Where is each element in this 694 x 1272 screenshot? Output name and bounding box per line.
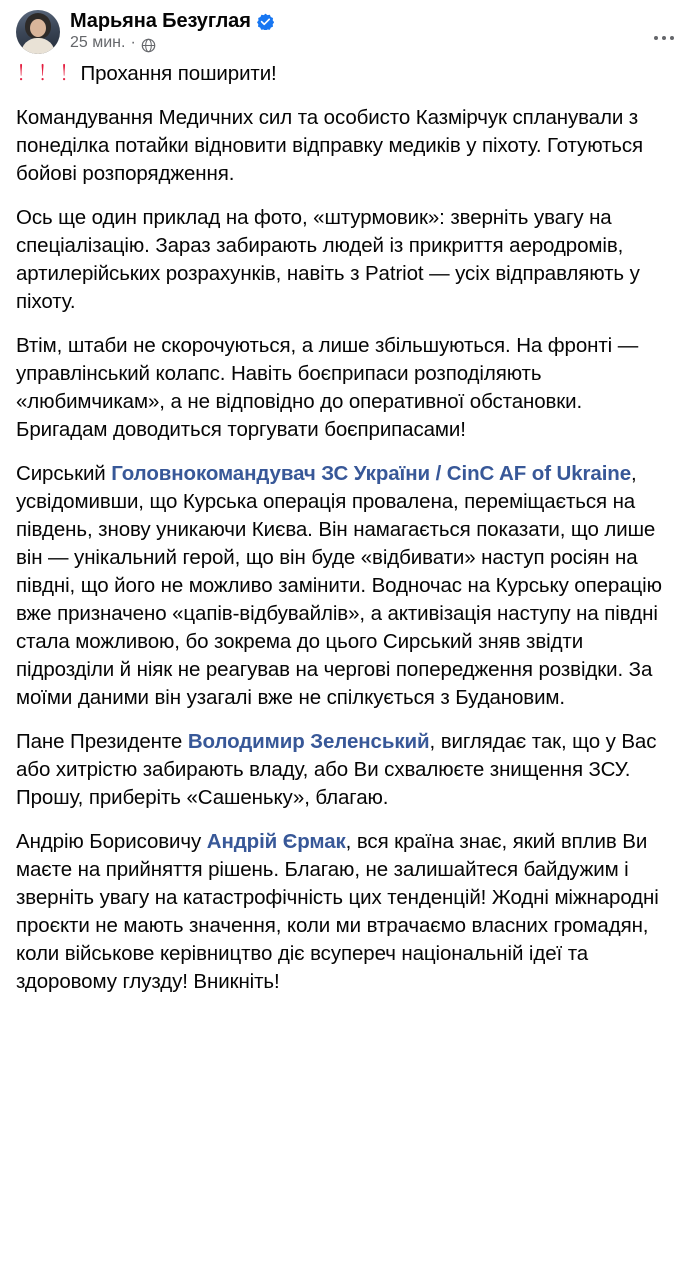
more-dot <box>662 36 666 40</box>
mention-andrii-yermak[interactable]: Андрій Єрмак <box>206 830 346 853</box>
globe-icon[interactable] <box>141 38 156 53</box>
paragraph-7-suffix: , вся країна знає, який вплив Ви маєте на прийняття рішень. Благаю, не залишайтеся байдужим і зверніть увагу на катастрофічність цих тенденцій! Жодні міжнародні проєкти не мають значення, коли ми втрачаємо власних громадян, коли військове керівництво діє всупереч національній ідеї та здоровому глузду! Вникніть! <box>16 830 659 993</box>
post-paragraph-5 <box>16 460 678 712</box>
post-paragraph-1-text: Прохання поширити! <box>80 62 277 85</box>
author-name[interactable]: Марьяна Безуглая <box>70 10 251 32</box>
post-content <box>16 60 678 996</box>
post-timestamp[interactable]: 25 мин. <box>70 34 126 51</box>
paragraph-6-suffix: , виглядає так, що у Вас або хитрістю забирають владу, або Ви схвалюєте знищення ЗСУ. Прошу, приберіть «Сашеньку», благаю. <box>16 730 657 809</box>
post-paragraph-4: Втім, штаби не скорочуються, а лише збільшуються. На фронті — управлінський колапс. Навіть боєприпаси розподіляють «любимчикам», а не відповідно до оперативної обстановки. Бригадам доводиться торгувати боєприпасами! <box>16 334 639 441</box>
paragraph-7-prefix: Андрію Борисовичу <box>16 830 207 853</box>
more-dot <box>654 36 658 40</box>
more-options-icon[interactable] <box>648 22 680 54</box>
post-paragraph-3: Ось ще один приклад на фото, «штурмовик»: зверніть увагу на спеціалізацію. Зараз забирають людей із прикриття аеродромів, артилерійських розрахунків, навіть з Patriot — усіх відправляють у піхоту. <box>16 206 640 313</box>
post-meta <box>70 34 678 52</box>
meta-separator: · <box>130 34 136 51</box>
avatar-face-shape <box>30 19 46 37</box>
avatar[interactable] <box>16 10 60 54</box>
mention-volodymyr-zelenskyy[interactable]: Володимир Зеленський <box>187 730 430 753</box>
alert-bangs: ！！！ <box>16 62 81 85</box>
post-paragraph-1 <box>16 60 678 88</box>
paragraph-6-prefix: Пане Президенте <box>16 730 188 753</box>
more-dot <box>670 36 674 40</box>
paragraph-5-suffix: , усвідомивши, що Курська операція провалена, переміщається на південь, знову уникаючи Києва. Він намагається показати, що лише він — унікальний герой, що він буде «відбивати» наступ росіян на півдні, що його не можливо замінити. Водночас на Курську операцію вже призначено «цапів-відбувайлів», а активізація наступу на півдні стала можливою, бо зокрема до цього Сирський зняв звідти підрозділи й ніяк не реагував на чергові попередження розвідки. За моїми даними він узагалі вже не спілкується з Будановим. <box>16 462 662 709</box>
link-cinc-af-of-ukraine[interactable]: Головнокомандувач ЗС України / CinC AF of Ukraine <box>111 462 632 485</box>
paragraph-5-prefix: Сирський <box>16 462 112 485</box>
avatar-body-shape <box>21 38 55 54</box>
post-paragraph-6 <box>16 728 678 812</box>
post-paragraph-7 <box>16 828 678 996</box>
post-header <box>16 10 678 60</box>
author-row <box>70 11 678 31</box>
verified-badge-icon <box>257 13 274 30</box>
post-header-text <box>70 10 678 52</box>
post-paragraph-2: Командування Медичних сил та особисто Казмірчук спланували з понеділка потайки відновити відправку медиків у піхоту. Готуються бойові розпорядження. <box>16 106 644 185</box>
